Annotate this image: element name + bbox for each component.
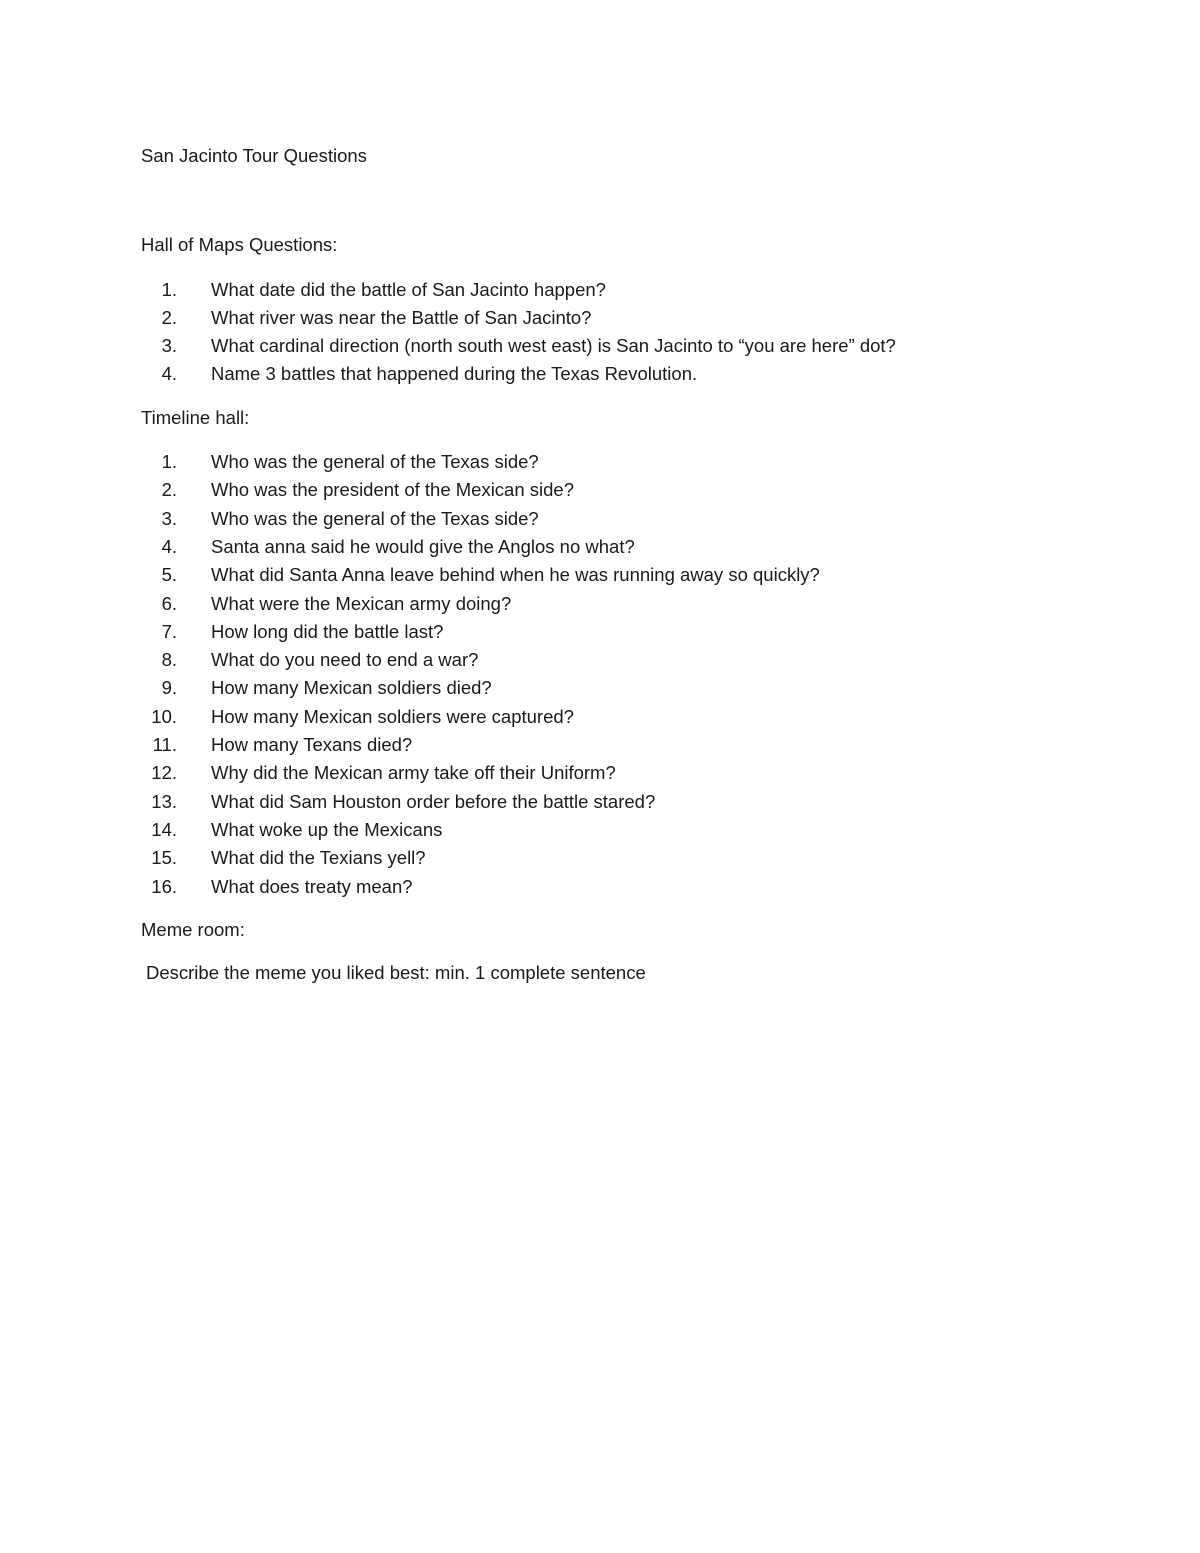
question-number: 4. — [161, 535, 177, 557]
list-item — [141, 304, 1041, 332]
question-text: What do you need to end a war? — [211, 649, 479, 671]
question-number: 5. — [161, 564, 177, 586]
question-number: 1. — [161, 451, 177, 473]
list-item — [141, 759, 1041, 787]
section-heading-hall-of-maps: Hall of Maps Questions: — [141, 234, 338, 256]
question-number: 10. — [151, 705, 177, 727]
list-item — [141, 618, 1041, 646]
question-text: Who was the general of the Texas side? — [211, 507, 539, 529]
list-item — [141, 448, 1041, 476]
question-text: How long did the battle last? — [211, 620, 444, 642]
question-text: Who was the president of the Mexican side? — [211, 479, 574, 501]
list-item — [141, 646, 1041, 674]
list-item — [141, 533, 1041, 561]
question-text: Who was the general of the Texas side? — [211, 451, 539, 473]
question-number: 3. — [161, 335, 177, 357]
question-text: Name 3 battles that happened during the Texas Revolution. — [211, 363, 698, 385]
question-number: 1. — [161, 278, 177, 300]
question-text: Why did the Mexican army take off their Uniform? — [211, 762, 616, 784]
list-item — [141, 731, 1041, 759]
question-text: How many Texans died? — [211, 734, 413, 756]
list-item — [141, 703, 1041, 731]
question-number: 3. — [161, 507, 177, 529]
meme-room-prompt: Describe the meme you liked best: min. 1 complete sentence — [146, 962, 646, 984]
question-text: Santa anna said he would give the Anglos no what? — [211, 535, 635, 557]
question-number: 6. — [161, 592, 177, 614]
question-number: 16. — [151, 875, 177, 897]
question-number: 15. — [151, 847, 177, 869]
question-text: What were the Mexican army doing? — [211, 592, 512, 614]
question-number: 12. — [151, 762, 177, 784]
question-number: 14. — [151, 818, 177, 840]
list-item — [141, 505, 1041, 533]
list-item — [141, 561, 1041, 589]
list-item — [141, 844, 1041, 872]
question-text: What does treaty mean? — [211, 875, 413, 897]
hall-of-maps-question-list — [141, 276, 1041, 389]
question-text: What cardinal direction (north south west east) is San Jacinto to “you are here” dot? — [211, 335, 896, 357]
question-text: What woke up the Mexicans — [211, 818, 443, 840]
document-title: San Jacinto Tour Questions — [141, 145, 367, 166]
question-text: What date did the battle of San Jacinto happen? — [211, 278, 606, 300]
question-text: What river was near the Battle of San Jacinto? — [211, 306, 592, 328]
question-text: How many Mexican soldiers were captured? — [211, 705, 574, 727]
list-item — [141, 332, 1041, 360]
question-text: What did Santa Anna leave behind when he was running away so quickly? — [211, 564, 820, 586]
question-text: What did the Texians yell? — [211, 847, 426, 869]
question-number: 13. — [151, 790, 177, 812]
question-number: 11. — [152, 734, 177, 756]
list-item — [141, 590, 1041, 618]
section-heading-meme-room: Meme room: — [141, 918, 245, 940]
list-item — [141, 816, 1041, 844]
question-number: 9. — [161, 677, 177, 699]
document-body — [141, 142, 1041, 987]
question-number: 4. — [161, 363, 177, 385]
list-item — [141, 476, 1041, 504]
question-number: 7. — [161, 620, 177, 642]
list-item — [141, 674, 1041, 702]
list-item — [141, 360, 1041, 388]
question-number: 2. — [161, 479, 177, 501]
list-item — [141, 276, 1041, 304]
list-item — [141, 873, 1041, 901]
question-number: 8. — [161, 649, 177, 671]
question-text: What did Sam Houston order before the battle stared? — [211, 790, 656, 812]
question-number: 2. — [161, 306, 177, 328]
question-text: How many Mexican soldiers died? — [211, 677, 492, 699]
section-heading-timeline-hall: Timeline hall: — [141, 406, 250, 428]
timeline-hall-question-list — [141, 448, 1041, 901]
list-item — [141, 788, 1041, 816]
